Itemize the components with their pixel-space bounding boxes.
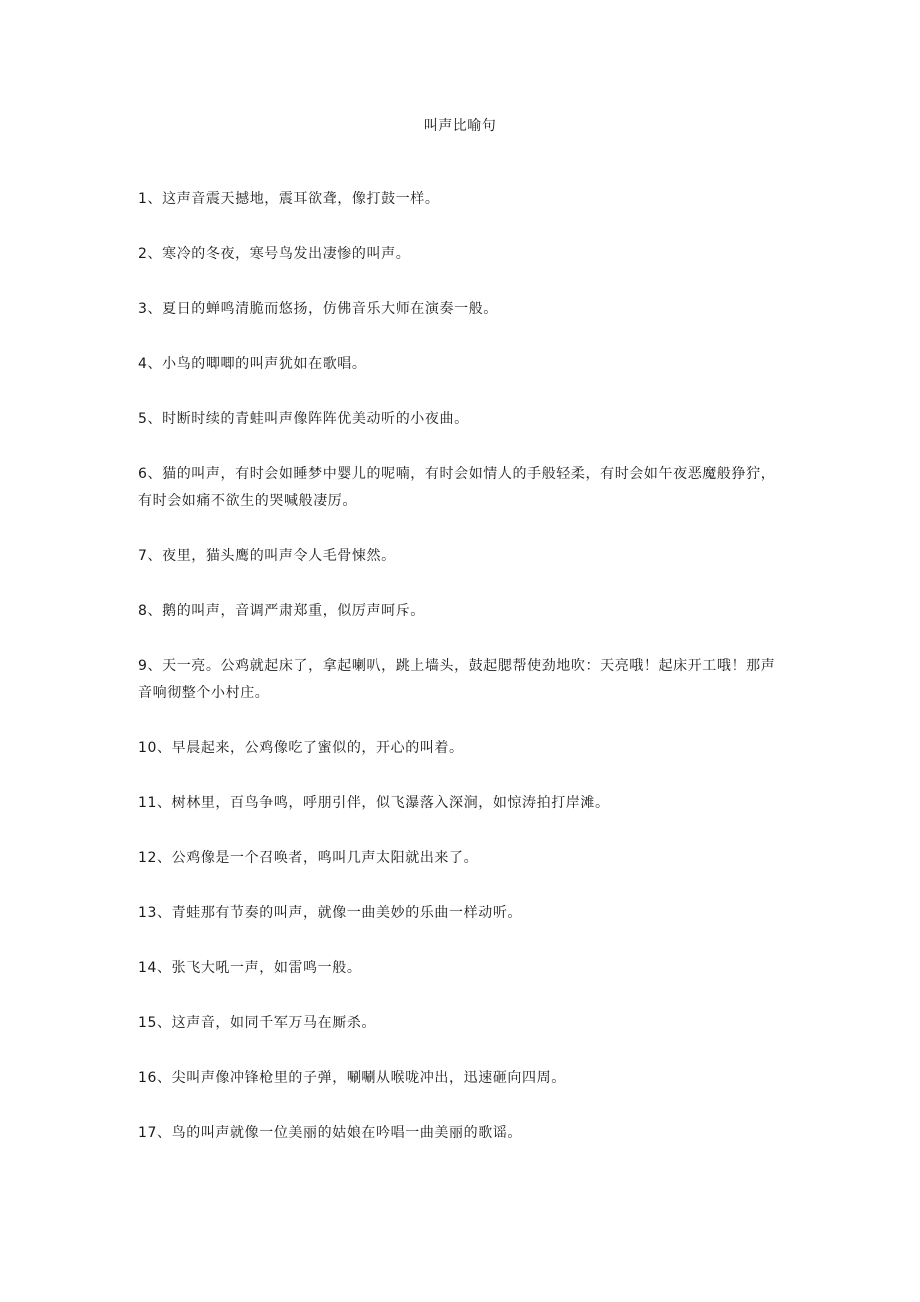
list-item: 17、鸟的叫声就像一位美丽的姑娘在吟唱一曲美丽的歌谣。 — [138, 1125, 523, 1141]
list-item: 12、公鸡像是一个召唤者，鸣叫几声太阳就出来了。 — [138, 850, 479, 866]
list-item: 13、青蛙那有节奏的叫声，就像一曲美妙的乐曲一样动听。 — [138, 905, 523, 921]
list-item: 15、这声音，如同千军万马在厮杀。 — [138, 1015, 377, 1031]
list-item: 16、尖叫声像冲锋枪里的子弹，唰唰从喉咙冲出，迅速砸向四周。 — [138, 1070, 566, 1086]
list-item: 5、时断时续的青蛙叫声像阵阵优美动听的小夜曲。 — [138, 411, 469, 427]
simile-list — [138, 186, 788, 1175]
list-item: 9、天一亮。公鸡就起床了，拿起喇叭，跳上墙头，鼓起腮帮使劲地吹：天亮哦！起床开工哦！那声音响彻整个小村庄。 — [138, 658, 776, 701]
list-item: 10、早晨起来，公鸡像吃了蜜似的，开心的叫着。 — [138, 740, 464, 756]
list-item: 6、猫的叫声，有时会如睡梦中婴儿的呢喃，有时会如情人的手般轻柔，有时会如午夜恶魔般狰狞，有时会如痛不欲生的哭喊般凄厉。 — [138, 466, 776, 509]
list-item: 4、小鸟的唧唧的叫声犹如在歌唱。 — [138, 356, 367, 372]
list-item: 14、张飞大吼一声，如雷鸣一般。 — [138, 960, 362, 976]
list-item: 11、树林里，百鸟争鸣，呼朋引伴，似飞瀑落入深涧，如惊涛拍打岸滩。 — [138, 795, 610, 811]
list-item: 3、夏日的蝉鸣清脆而悠扬，仿佛音乐大师在演奏一般。 — [138, 301, 498, 317]
list-item: 7、夜里，猫头鹰的叫声令人毛骨悚然。 — [138, 548, 396, 564]
list-item: 8、鹅的叫声，音调严肃郑重，似厉声呵斥。 — [138, 603, 425, 619]
list-item: 1、这声音震天撼地，震耳欲聋，像打鼓一样。 — [138, 191, 440, 207]
list-item: 2、寒冷的冬夜，寒号鸟发出凄惨的叫声。 — [138, 246, 411, 262]
document-title: 叫声比喻句 — [423, 118, 497, 134]
